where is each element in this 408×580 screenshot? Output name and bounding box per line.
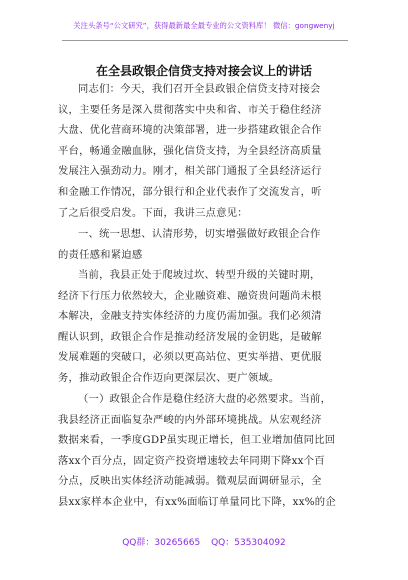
page-footer [0,535,408,548]
text-line: 我县经济正面临复杂严峻的内外部环境挑战。从宏观经济 [58,413,322,426]
text-line: 平台，畅通金融血脉，强化信贷支持，为全县经济高质量 [58,144,322,157]
text-line: （一）政银企合作是稳住经济大盘的必然要求。当前， [78,393,332,405]
paragraph-opening [58,79,352,223]
text-line: 当前，我县正处于爬坡过坎、转型升级的关键时期， [78,269,321,281]
text-line: 数据来看，一季度GDP虽实现正增长，但工业增加值同比回 [58,434,336,447]
section-heading-1 [58,224,352,265]
paragraph-situation [58,265,352,389]
page-header-banner: 关注头条号“公文研究”，获得最新最全最专业的公文资料库！ 微信：gongwenyj [73,21,335,30]
text-line: 落xx个百分点，固定资产投资增速较去年同期下降xx个百 [58,454,325,467]
text-line: 同志们：今天，我们召开全县政银企信贷支持对接会 [78,83,321,95]
text-line: 经济下行压力依然较大，企业融资难、融资贵问题尚未根 [58,289,322,302]
text-line: 大盘、优化营商环境的决策部署，进一步搭建政银企合作 [58,124,322,137]
text-line: 本解决，金融支持实体经济的力度仍需加强。我们必须清 [58,310,322,323]
text-line: 发展难题的突破口，必须以更高站位、更实举措、更优服 [58,351,322,364]
text-line: 务，推动政银企合作迈向更深层次、更广领域。 [58,371,280,384]
footer-qq-group: QQ群：30265665 [122,538,201,548]
text-line: 县xx家样本企业中，有xx%面临订单量同比下降，xx%的企 [58,495,336,508]
text-line: 了之后很受启发。下面，我讲三点意见： [58,206,248,219]
paragraph-subpoint-1 [58,389,352,513]
text-line: 一、统一思想、认清形势，切实增强做好政银企合作 [78,228,321,240]
text-line: 的责任感和紧迫感 [58,248,143,261]
header-divider [62,40,348,41]
text-line: 和金融工作情况，部分银行和企业代表作了交流发言，听 [58,185,322,198]
text-line: 分点，反映出实体经济动能减弱。微观层面调研显示，全 [58,475,322,488]
document-title: 在全县政银企信贷支持对接会议上的讲话 [95,64,312,78]
text-line: 议，主要任务是深入贯彻落实中央和省、市关于稳住经济 [58,103,322,116]
text-line: 醒认识到，政银企合作是推动经济发展的金钥匙，是破解 [58,330,322,343]
text-line: 发展注入强劲动力。刚才，相关部门通报了全县经济运行 [58,165,322,178]
footer-qq-contact: QQ：535304092 [211,538,286,548]
